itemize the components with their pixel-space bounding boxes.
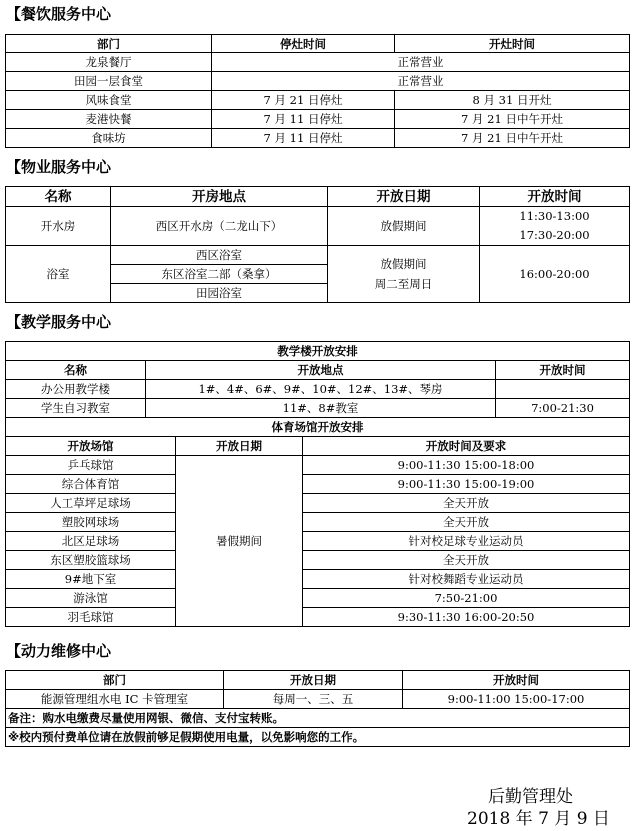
- venue-name: 综合体育馆: [6, 475, 176, 494]
- venue-name: 东区塑胶篮球场: [6, 551, 176, 570]
- table-row: [6, 570, 630, 589]
- table-row: [6, 246, 630, 265]
- table-row: [6, 380, 630, 399]
- table-header-row: [6, 361, 630, 380]
- open-cell: 7 月 21 日中午开灶: [395, 129, 630, 148]
- table-row: [6, 129, 630, 148]
- catering-table: [5, 34, 630, 148]
- property-section-title: 【物业服务中心: [6, 158, 112, 176]
- venue-requirement: 全天开放: [303, 551, 630, 570]
- header-venue: 开放场馆: [6, 437, 176, 456]
- table-header-row: [6, 187, 630, 207]
- bath-time: 16:00-20:00: [480, 246, 630, 303]
- open-cell: 7 月 21 日中午开灶: [395, 110, 630, 129]
- building-name: 办公用教学楼: [6, 380, 146, 399]
- dept-cell: 麦港快餐: [6, 110, 212, 129]
- property-table: [5, 186, 630, 303]
- venue-requirement: 全天开放: [303, 513, 630, 532]
- table-row: [6, 456, 630, 475]
- table-header-row: [6, 437, 630, 456]
- buildings-subtitle: 教学楼开放安排: [6, 342, 630, 361]
- building-name: 学生自习教室: [6, 399, 146, 418]
- venue-name: 乒乓球馆: [6, 456, 176, 475]
- bath-date: [328, 246, 480, 303]
- venue-requirement: 9:30-11:30 16:00-20:50: [303, 608, 630, 627]
- venue-requirement: 针对校舞蹈专业运动员: [303, 570, 630, 589]
- header-dept: 部门: [6, 671, 224, 690]
- table-row: [6, 709, 630, 728]
- venue-name: 北区足球场: [6, 532, 176, 551]
- time-line: 17:30-20:00: [519, 228, 590, 242]
- water-room-name: 开水房: [6, 207, 111, 246]
- prepaid-note: ※校内预付费单位请在放假前够足假期使用电量，以免影响您的工作。: [6, 728, 630, 747]
- venue-requirement: 9:00-11:30 15:00-18:00: [303, 456, 630, 475]
- table-row: [6, 532, 630, 551]
- header-name: 名称: [6, 361, 146, 380]
- stop-cell: 7 月 11 日停灶: [212, 110, 395, 129]
- table-row: [6, 91, 630, 110]
- table-row: [6, 110, 630, 129]
- stop-cell: 7 月 21 日停灶: [212, 91, 395, 110]
- water-room-time: [480, 207, 630, 246]
- table-row: [6, 399, 630, 418]
- header-stop-time: 停灶时间: [212, 35, 395, 53]
- header-location: 开放地点: [146, 361, 496, 380]
- dept-cell: 能源管理组水电 IC 卡管理室: [6, 690, 224, 709]
- header-date: 开放日期: [176, 437, 303, 456]
- header-date: 开放日期: [224, 671, 403, 690]
- stop-cell: 7 月 11 日停灶: [212, 129, 395, 148]
- venue-requirement: 9:00-11:30 15:00-19:00: [303, 475, 630, 494]
- header-date: 开放日期: [328, 187, 480, 207]
- power-table: [5, 670, 630, 747]
- building-time: [496, 380, 630, 399]
- table-row: [6, 728, 630, 747]
- sports-date: 暑假期间: [176, 456, 303, 627]
- table-row: [6, 418, 630, 437]
- table-row: [6, 551, 630, 570]
- water-room-date: 放假期间: [328, 207, 480, 246]
- open-cell: 8 月 31 日开灶: [395, 91, 630, 110]
- venue-requirement: 7:50-21:00: [303, 589, 630, 608]
- payment-note: 备注：购水电缴费尽量使用网银、微信、支付宝转账。: [6, 709, 630, 728]
- status-cell: 正常营业: [212, 53, 630, 72]
- building-time: 7:00-21:30: [496, 399, 630, 418]
- venue-name: 塑胶网球场: [6, 513, 176, 532]
- teaching-section-title: 【教学服务中心: [6, 313, 112, 331]
- dept-cell: 田园一层食堂: [6, 72, 212, 91]
- bath-location: 西区浴室: [111, 246, 328, 265]
- office-signature: 后勤管理处: [488, 787, 573, 807]
- building-location: 11#、8#教室: [146, 399, 496, 418]
- status-cell: 正常营业: [212, 72, 630, 91]
- venue-name: 9#地下室: [6, 570, 176, 589]
- dept-cell: 龙泉餐厅: [6, 53, 212, 72]
- table-row: [6, 72, 630, 91]
- date-line: 周二至周日: [374, 277, 433, 291]
- header-requirements: 开放时间及要求: [303, 437, 630, 456]
- table-row: [6, 690, 630, 709]
- bath-location: 东区浴室二部（桑拿）: [111, 265, 328, 284]
- table-header-row: [6, 35, 630, 53]
- table-row: [6, 207, 630, 246]
- table-row: [6, 513, 630, 532]
- dept-cell: 风味食堂: [6, 91, 212, 110]
- bath-name: 浴室: [6, 246, 111, 303]
- venue-name: 羽毛球馆: [6, 608, 176, 627]
- header-location: 开房地点: [111, 187, 328, 207]
- date-cell: 每周一、三、五: [224, 690, 403, 709]
- sports-subtitle: 体育场馆开放安排: [6, 418, 630, 437]
- header-dept: 部门: [6, 35, 212, 53]
- header-time: 开放时间: [496, 361, 630, 380]
- signature-date: 2018 年 7 月 9 日: [467, 809, 610, 829]
- dept-cell: 食味坊: [6, 129, 212, 148]
- venue-name: 人工草坪足球场: [6, 494, 176, 513]
- header-open-time: 开灶时间: [395, 35, 630, 53]
- venue-name: 游泳馆: [6, 589, 176, 608]
- bath-location: 田园浴室: [111, 284, 328, 303]
- time-line: 11:30-13:00: [519, 209, 590, 223]
- building-location: 1#、4#、6#、9#、10#、12#、13#、琴房: [146, 380, 496, 399]
- venue-requirement: 针对校足球专业运动员: [303, 532, 630, 551]
- table-row: [6, 589, 630, 608]
- table-row: [6, 494, 630, 513]
- table-header-row: [6, 671, 630, 690]
- water-room-location: 西区开水房（二龙山下）: [111, 207, 328, 246]
- catering-section-title: 【餐饮服务中心: [6, 5, 112, 23]
- header-time: 开放时间: [480, 187, 630, 207]
- table-row: [6, 475, 630, 494]
- venue-requirement: 全天开放: [303, 494, 630, 513]
- power-section-title: 【动力维修中心: [6, 642, 112, 660]
- time-cell: 9:00-11:00 15:00-17:00: [403, 690, 630, 709]
- date-line: 放假期间: [380, 257, 427, 271]
- header-time: 开放时间: [403, 671, 630, 690]
- table-row: [6, 53, 630, 72]
- table-row: [6, 608, 630, 627]
- header-name: 名称: [6, 187, 111, 207]
- table-row: [6, 342, 630, 361]
- teaching-table: [5, 341, 630, 627]
